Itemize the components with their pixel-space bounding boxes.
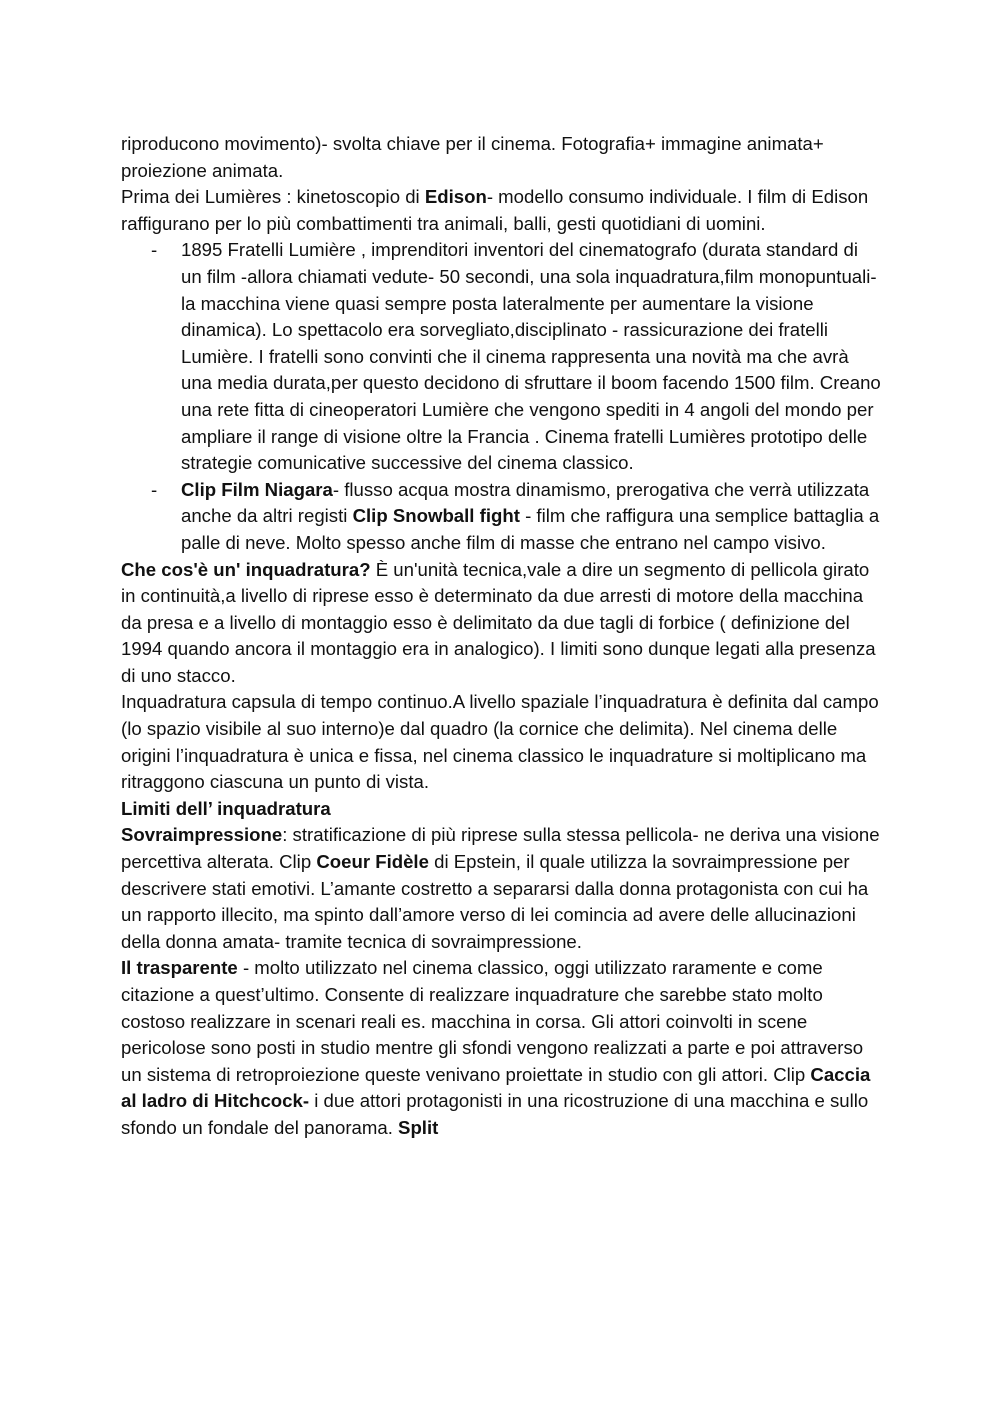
- list-item-lumiere: [121, 237, 883, 476]
- lumiere-text: 1895 Fratelli Lumière , imprenditori inventori del cinematografo (durata standard di un film -allora chiamati vedute- 50 secondi, una sola inquadratura,film monopuntuali- la macchina viene quasi sempre posta lateralmente per aumentare la visione dinamica). Lo spettacolo era sorvegliato,disciplinato - rassicurazione dei fratelli Lumière. I fratelli sono convinti che il cinema rappresenta una novità ma che avrà una media durata,per questo decidono di sfruttare il boom facendo 1500 film. Creano una rete fitta di cineoperatori Lumière che vengono spediti in 4 angoli del mondo per ampliare il range di visione oltre la Francia . Cinema fratelli Lumières prototipo delle strategie comunicative successive del cinema classico.: [181, 239, 881, 474]
- sovraimpressione-text-1: : stratificazione di più riprese sulla stessa pellicola- ne deriva una visione percettiva alterata. Clip: [121, 824, 880, 873]
- inquadratura-text: È un'unità tecnica,vale a dire un segmento di pellicola girato in continuità,a livello di riprese esso è determinato da due arresti di motore della macchina da presa e a livello di montaggio esso è delimitato da due tagli di forbice ( definizione del 1994 quando ancora il montaggio era in analogico). I limiti sono dunque legati alla presenza di uno stacco.: [121, 558, 876, 686]
- niagara-bold: Clip Film Niagara: [181, 478, 333, 500]
- bullet-list: [121, 237, 883, 556]
- edison-text-1: Prima dei Lumières : kinetoscopio di: [121, 186, 425, 208]
- trasparente-text-1: - molto utilizzato nel cinema classico, oggi utilizzato raramente e come citazione a quest’ultimo. Consente di realizzare inquadrature che sarebbe stato molto costoso realizzare in scenari reali es. macchina in corsa. Gli attori coinvolti in scene pericolose sono posti in studio mentre gli sfondi vengono realizzati a parte e poi attraverso un sistema di retroproiezione queste venivano proiettate in studio con gli attori. Clip: [121, 957, 864, 1085]
- bullet-dash: -: [151, 478, 158, 500]
- edison-text-2: - modello consumo individuale. I film di Edison raffigurano per lo più combattimenti tra animali, balli, gesti quotidiani di uomini.: [121, 186, 869, 234]
- intro-text: riproducono movimento)- svolta chiave per il cinema. Fotografia+ immagine animata+ proiezione animata.: [121, 133, 824, 181]
- capsula-text: Inquadratura capsula di tempo continuo.A livello spaziale l’inquadratura è definita dal campo (lo spazio visibile al suo interno)e dal quadro (la cornice che delimita). Nel cinema delle origini l’inquadratura è unica e fissa, nel cinema classico le inquadrature si moltiplicano ma ritraggono ciascuna un punto di vista.: [121, 691, 879, 793]
- hitchcock-bold: Caccia al ladro di Hitchcock-: [121, 1063, 871, 1112]
- snowball-text: - film che raffigura una semplice battaglia a palle di neve. Molto spesso anche film di masse che entrano nel campo visivo.: [181, 505, 880, 553]
- coeur-fidele-bold: Coeur Fidèle: [316, 851, 429, 873]
- sovraimpressione-bold: Sovraimpressione: [121, 824, 283, 846]
- paragraph-edison: [121, 184, 883, 237]
- trasparente-bold: Il trasparente: [121, 957, 238, 979]
- snowball-bold: Clip Snowball fight: [352, 505, 520, 527]
- split-bold: Split: [398, 1116, 439, 1138]
- paragraph-trasparente: [121, 955, 883, 1141]
- trasparente-text-2: i due attori protagonisti in una ricostruzione di una macchina e sullo sfondo un fondale del panorama.: [121, 1090, 869, 1138]
- list-item-niagara: [121, 477, 883, 557]
- paragraph-inquadratura: [121, 557, 883, 690]
- bullet-dash: -: [151, 239, 158, 261]
- document-page: [121, 131, 883, 1142]
- paragraph-intro: [121, 131, 883, 184]
- paragraph-sovraimpressione: [121, 822, 883, 955]
- section-heading-limiti: [121, 796, 883, 823]
- paragraph-capsula: [121, 689, 883, 795]
- limiti-heading: Limiti dell’ inquadratura: [121, 797, 331, 819]
- sovraimpressione-text-2: di Epstein, il quale utilizza la sovraimpressione per descrivere stati emotivi. L’amante costretto a separarsi dalla donna protagonista con cui ha un rapporto illecito, ma spinto dall’amore verso di lei comincia ad avere delle allucinazioni della donna amata- tramite tecnica di sovraimpressione.: [121, 851, 869, 952]
- edison-bold: Edison: [424, 186, 487, 208]
- inquadratura-question: Che cos'è un' inquadratura?: [121, 558, 371, 580]
- niagara-text: - flusso acqua mostra dinamismo, prerogativa che verrà utilizzata anche da altri registi: [181, 478, 870, 527]
